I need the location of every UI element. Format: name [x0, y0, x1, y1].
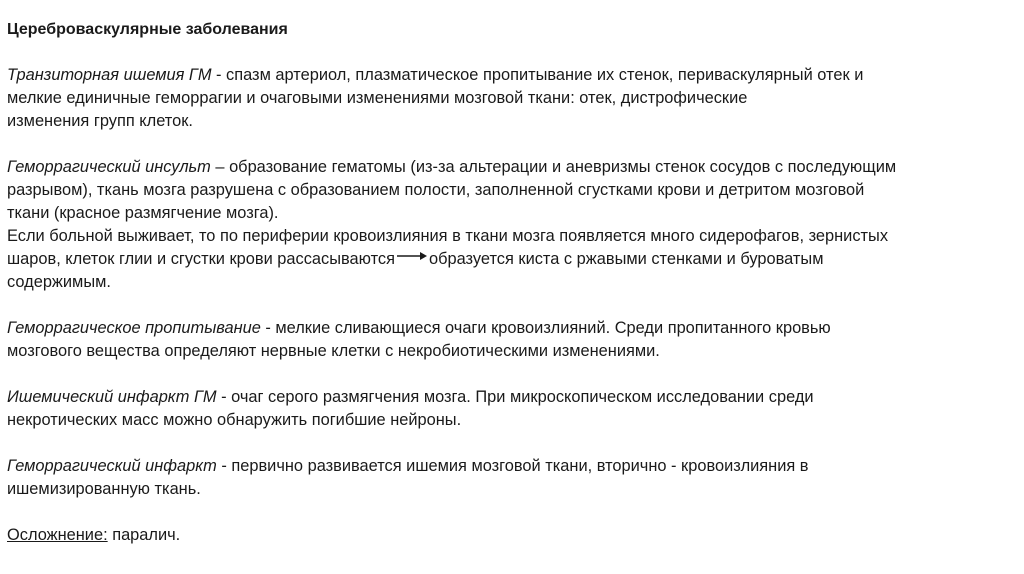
text-line: разрывом), ткань мозга разрушена с образованием полости, заполненной сгустками крови и детритом мозговой	[7, 181, 865, 199]
text-line: некротических масс можно обнаружить погибшие нейроны.	[7, 411, 462, 429]
text-line: Если больной выживает, то по периферии кровоизлияния в ткани мозга появляется много сидерофагов, зернистых	[7, 227, 889, 245]
complication-value: паралич.	[107, 526, 181, 544]
term-label: Транзиторная ишемия ГМ	[7, 66, 212, 84]
term-label: Геморрагический инсульт	[7, 158, 211, 176]
text-fragment: - спазм артериол, плазматическое пропитывание их стенок, периваскулярный отек и	[211, 66, 864, 84]
text-line: содержимым.	[7, 273, 111, 291]
text-line: ткани (красное размягчение мозга).	[7, 204, 279, 222]
paragraph-ischemic-infarct	[7, 386, 1012, 432]
page-title: Цереброваскулярные заболевания	[7, 21, 288, 38]
text-fragment: - мелкие сливающиеся очаги кровоизлияний. Среди пропитанного кровью	[260, 319, 831, 337]
text-line: ишемизированную ткань.	[7, 480, 201, 498]
slide-content	[7, 18, 1012, 547]
text-line: мелкие единичные геморрагии и очаговыми изменениями мозговой ткани: отек, дистрофические	[7, 89, 748, 107]
paragraph-hemorrhagic-stroke	[7, 156, 1012, 294]
text-line	[7, 386, 1012, 409]
text-fragment: шаров, клеток глии и сгустки крови рассасываются	[7, 250, 395, 268]
text-line	[7, 455, 1012, 478]
text-fragment: образуется киста с ржавыми стенками и буроватым	[429, 250, 824, 268]
complication-label: Осложнение:	[7, 526, 108, 544]
right-arrow-icon	[397, 250, 427, 262]
term-label: Геморрагическое пропитывание	[7, 319, 261, 337]
text-line	[7, 317, 1012, 340]
term-label: Геморрагический инфаркт	[7, 457, 217, 475]
text-line	[7, 64, 1012, 87]
text-line: изменения групп клеток.	[7, 112, 193, 130]
text-line	[7, 248, 1012, 271]
paragraph-hemorrhagic-imbibition	[7, 317, 1012, 363]
paragraph-complication	[7, 524, 1012, 547]
term-label: Ишемический инфаркт ГМ	[7, 388, 217, 406]
paragraph-hemorrhagic-infarct	[7, 455, 1012, 501]
paragraph-transient-ischemia	[7, 64, 1012, 133]
text-line: мозгового вещества определяют нервные клетки с некробиотическими изменениями.	[7, 342, 660, 360]
text-line	[7, 156, 1012, 179]
text-line	[7, 524, 1012, 547]
text-fragment: – образование гематомы (из-за альтерации и аневризмы стенок сосудов с последующим	[210, 158, 897, 176]
text-fragment: - очаг серого размягчения мозга. При микроскопическом исследовании среди	[216, 388, 814, 406]
text-fragment: - первично развивается ишемия мозговой ткани, вторично - кровоизлияния в	[216, 457, 809, 475]
